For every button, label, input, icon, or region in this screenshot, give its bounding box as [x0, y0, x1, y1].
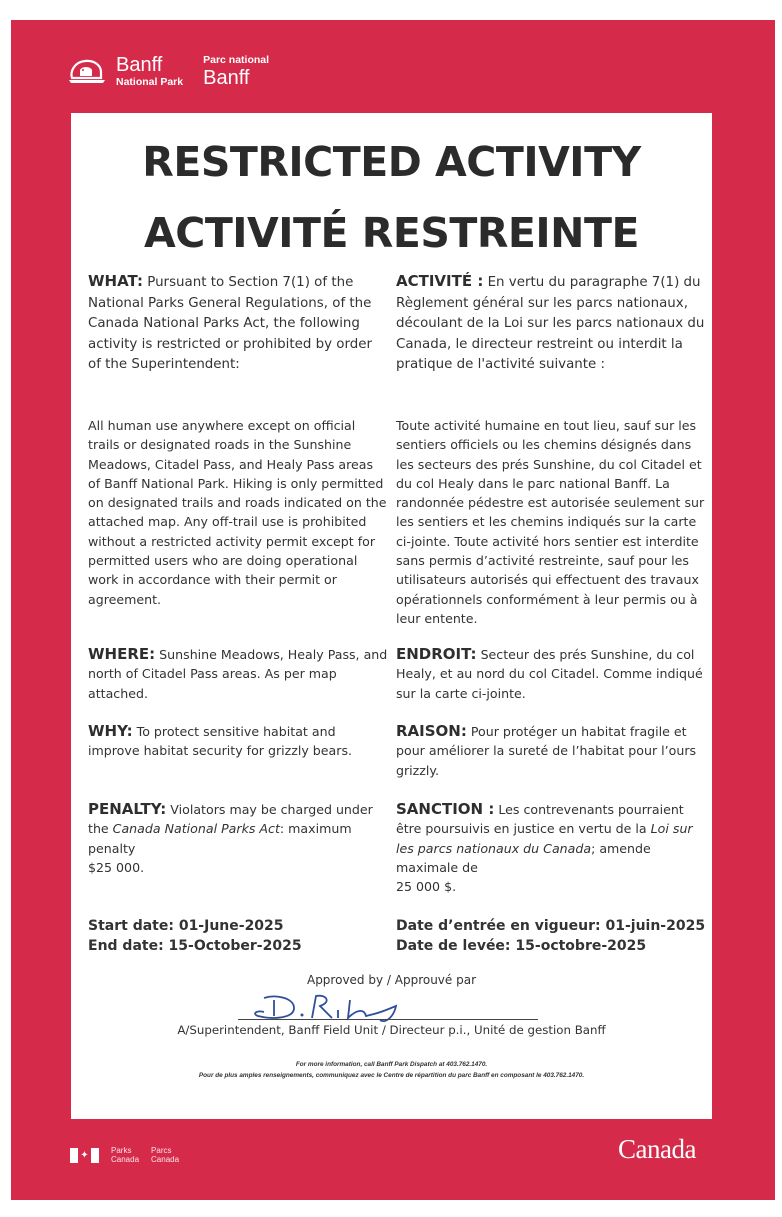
where-fr	[396, 645, 708, 703]
start-date: Start date: 01-June-2025	[88, 918, 284, 934]
what-fr-intro	[396, 271, 708, 376]
dates-fr	[396, 916, 708, 956]
title-french: ACTIVITÉ RESTREINTE	[144, 209, 639, 257]
raison-text: Pour protéger un habitat fragile et pour améliorer la sureté de l’habitat pour l’ours grizzly.	[396, 724, 697, 778]
why-en	[88, 722, 388, 761]
approver-role: A/Superintendent, Banff Field Unit / Directeur p.i., Unité de gestion Banff	[177, 1023, 606, 1037]
parcs-canada-fr	[151, 1146, 179, 1164]
brand-fr-name: Banff	[203, 66, 250, 89]
date-entree: Date d’entrée en vigueur: 01-juin-2025	[396, 918, 706, 934]
endroit-text: Secteur des prés Sunshine, du col Healy, et au nord du col Citadel. Comme indiqué sur la carte ci-jointe.	[396, 647, 703, 701]
canada-wordmark: Canada	[618, 1134, 696, 1164]
brand-english	[116, 55, 183, 88]
end-date: End date: 15-October-2025	[88, 938, 302, 954]
parks-canada-signature	[70, 1146, 191, 1164]
where-label: WHERE:	[88, 645, 156, 663]
penalty-text-post: : maximum penalty	[88, 821, 352, 856]
brand-french	[203, 55, 269, 88]
sanction-label: SANCTION :	[396, 800, 495, 818]
penalty-fr	[396, 800, 708, 896]
raison-label: RAISON:	[396, 722, 467, 740]
brand-en-subtitle: National Park	[116, 76, 184, 88]
info-english: For more information, call Banff Park Dispatch at 403.762.1470.	[295, 1061, 488, 1068]
brand-fr-subtitle: Parc national	[203, 54, 270, 66]
why-label: WHY:	[88, 722, 133, 740]
why-fr	[396, 722, 708, 780]
sanction-act-name: Loi sur les parcs nationaux du Canada	[396, 821, 693, 856]
endroit-label: ENDROIT:	[396, 645, 477, 663]
sanction-amount: 25 000 $.	[396, 879, 457, 895]
what-label: WHAT:	[88, 272, 143, 290]
penalty-en	[88, 800, 388, 877]
dates-en	[88, 916, 388, 956]
parks-en-line2: Canada	[111, 1155, 140, 1164]
title-english: RESTRICTED ACTIVITY	[142, 138, 641, 186]
what-en-body: All human use anywhere except on official trails or designated roads in the Sunshine Meadows, Citadel Pass, and Healy Pass areas of Banff National Park. Hiking is only permitted on designated trails and roads indicated on the attached map. Any off-trail use is prohibited without a restricted activity permit except for permitted users who are doing operational work in accordance with their permit or agreement.	[88, 418, 387, 607]
where-en	[88, 645, 388, 703]
parcs-fr-line2: Canada	[151, 1155, 180, 1164]
beaver-icon	[68, 56, 106, 86]
parks-en-line1: Parks	[111, 1146, 132, 1155]
date-levee: Date de levée: 15-octobre-2025	[396, 938, 647, 954]
banff-logo	[68, 55, 269, 88]
activite-label: ACTIVITÉ :	[396, 272, 484, 290]
penalty-act-name: Canada National Parks Act	[112, 821, 280, 837]
parcs-fr-line1: Parcs	[151, 1146, 172, 1155]
what-fr-body: Toute activité humaine en tout lieu, sauf sur les sentiers officiels ou les chemins désignés dans les secteurs des prés Sunshine, du col Citadel et du col Healy dans le parc national Banff. La randonnée pédestre est autorisée seulement sur les sentiers et les chemins indiqués sur la carte ci-jointe. Toute activité hors sentier est interdite sans permis d’activité restreinte, sauf pour les utilisateurs autorisés qui effectuent des travaux opérationnels conformément à leur permis ou à leur entente.	[396, 418, 705, 626]
penalty-amount: $25 000.	[88, 859, 145, 875]
info-french: Pour de plus amples renseignements, communiquez avec le Centre de répartition du parc Banff en composant le 403.762.1470.	[198, 1072, 585, 1079]
signature-line	[238, 1019, 538, 1020]
parks-canada-en	[111, 1146, 139, 1164]
sanction-text-pre: Les contrevenants pourraient être poursuivis en justice en vertu de la	[396, 802, 684, 837]
penalty-text-pre: Violators may be charged under the	[88, 802, 373, 837]
why-text: To protect sensitive habitat and improve habitat security for grizzly bears.	[88, 724, 353, 759]
activite-intro-text: En vertu du paragraphe 7(1) du Règlement général sur les parcs nationaux, découlant de la Loi sur les parcs nationaux du Canada, le directeur restreint ou interdit la pratique de l'activité suivante :	[396, 275, 705, 372]
penalty-label: PENALTY:	[88, 800, 167, 818]
brand-en-name: Banff	[116, 54, 163, 76]
canada-flag-icon: ✦	[70, 1148, 99, 1163]
where-text: Sunshine Meadows, Healy Pass, and north of Citadel Pass areas. As per map attached.	[88, 647, 388, 701]
sanction-text-post: ; amende maximale de	[396, 840, 651, 875]
signature	[246, 990, 546, 1022]
what-intro-text: Pursuant to Section 7(1) of the National Parks General Regulations, of the Canada National Parks Act, the following activity is restricted or prohibited by order of the Superintendent:	[88, 275, 372, 372]
approved-by-label: Approved by / Approuvé par	[306, 973, 477, 987]
what-en-intro	[88, 271, 388, 376]
